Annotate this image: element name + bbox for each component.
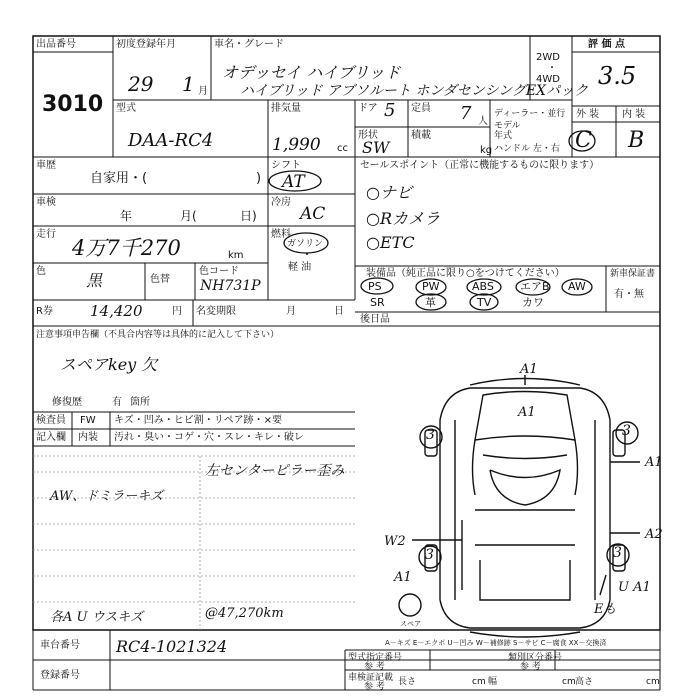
lot-label: 出品番号 [36,39,76,50]
expiry-label: 名変期限 [196,306,236,317]
capacity-label: 定員 [411,103,431,114]
expiry-day: 日 [334,306,344,317]
tire-mark-fr: 3 [622,423,631,439]
dim-length: 長さ [398,677,417,687]
first-reg-month: 1 [182,72,195,96]
equip-kawa: カワ [522,296,544,309]
cc-unit: cc [337,143,348,154]
interior-grade: B [628,128,645,153]
mileage-unit: km [228,250,244,261]
drive-2wd: 2WD [536,52,560,63]
sales-point-3: ○ETC [366,233,415,252]
inspection-label: 車検 [36,197,56,208]
warranty-label: 新車保証書 [610,269,656,279]
inspection-day: 日) [240,209,257,223]
mileage-value: 4万7千270 [72,236,181,260]
model-value: DAA-RC4 [128,130,214,151]
car-grade: ハイブリッド アブソルート ホンダセンシングEXパック [240,83,589,99]
chassis-value: RC4-1021324 [116,637,228,656]
mark-a2-right: A2 [645,527,663,542]
recycle-label: R券 [36,306,53,317]
repair-label: 修復歴 [52,397,82,408]
mark-e-rear: Eも [594,602,617,617]
score-value: 3.5 [598,62,637,90]
legend: A－キズ E－エクボ U－凹み W－補修跡 S－サビ C－腐食 XX－交換済 [385,639,607,647]
aftermarket-label: 後日品 [360,314,390,325]
inspection-month: 月( [180,209,197,223]
drive-dot: ・ [547,63,557,74]
shape-value: SW [362,138,390,157]
doors-value: 5 [384,100,396,121]
fuel-gasoline: ガソリン [287,239,324,249]
fuel-label: 燃料 [271,229,291,240]
history-close: ) [256,171,262,186]
fuel-dot: ・ [302,250,312,261]
doors-label: ドア [358,103,378,114]
kg-unit: kg [480,145,493,156]
expiry-month: 月 [286,306,296,317]
sales-points-label: セールスポイント（正常に機能するものに限ります） [360,160,600,171]
dim-height-unit: cm [646,677,660,687]
history-label: 車歴 [36,160,56,171]
dim-width-unit: cm [562,677,576,687]
remark-mileage: @47,270km [205,606,284,621]
mark-a1-hood: A1 [518,405,536,420]
load-label: 積載 [411,130,431,141]
equipment-label: 装備品（純正品に限り○をつけてください） [366,268,565,279]
mark-a1-top: A1 [520,362,538,377]
tire-mark-fl: 3 [426,427,435,443]
equip-pw: PW [422,280,440,293]
tire-mark-rr: 3 [613,545,622,561]
color-change-label: 色替 [150,274,170,285]
recycle-value: 14,420 [90,302,143,320]
shift-label: シフト [271,160,301,171]
tire-mark-rl: 3 [425,547,434,563]
equip-leather: 革 [425,296,436,309]
chassis-label: 車台番号 [40,640,80,651]
first-reg-year: 29 [128,72,154,96]
capacity-value: 7 [460,103,472,124]
color-label: 色 [36,266,46,277]
spare-label: スペア [400,620,421,628]
inspection-year: 年 [120,209,133,223]
equip-ps: PS [368,280,382,293]
remark-left: AW、ドミラーキズ [50,489,163,504]
interior-label: 内 装 [622,109,646,120]
remark-right: 左センターピラー歪み [205,463,345,479]
remark-bottom: 各A U ウスキズ [50,610,143,625]
checker-label-2: 記入欄 [36,432,66,443]
drive-4wd: 4WD [536,74,560,85]
persons-unit: 人 [478,116,488,127]
notes-label: 注意事項申告欄（不具合内容等は具体的に記入して下さい） [36,330,280,340]
exterior-grade: C [575,128,592,153]
cooling-value: AC [300,204,326,224]
first-reg-label: 初度登録年月 [116,39,176,50]
displacement-label: 排気量 [271,103,301,114]
color-code-value: NH731P [200,278,261,294]
equip-abs: ABS [472,280,494,293]
color-value: 黒 [86,271,103,290]
type-number-label: 型式指定番号 [348,653,403,663]
recycle-yen: 円 [172,306,182,317]
checker-label-1: 検査員 [36,415,66,426]
history-value: 自家用・( [90,171,148,186]
displacement-value: 1,990 [272,135,321,155]
mark-w2-left: W2 [384,534,406,549]
checker-row1: キズ・凹み・ヒビ割・リペア跡・×要 [114,415,282,426]
mark-a1-right: A1 [645,455,663,470]
sales-point-1: ○ナビ [366,183,412,202]
class-number-ref: 参 考 [520,662,541,672]
equip-tv: TV [477,296,492,309]
dims-ref: 参 考 [364,682,385,692]
mark-ua1-right: U A1 [618,580,651,595]
class-number-label: 類別区分番号 [508,653,563,663]
mileage-label: 走行 [36,229,56,240]
car-name: オデッセイ ハイブリッド [222,63,401,82]
score-label: 評 価 点 [588,39,625,50]
model-label: 型式 [116,103,136,114]
dim-length-unit: cm [472,677,486,687]
color-code-label: 色コード [199,266,239,277]
repair-value: 有 [112,397,122,408]
dim-width: 幅 [488,677,498,687]
repair-unit: 箇所 [130,397,150,408]
fuel-diesel: 軽 油 [288,262,312,273]
handle-label: ハンドル 左・右 [494,144,560,154]
dim-height: 高さ [575,677,594,687]
equip-aw: AW [568,280,586,293]
checker-interior: 内装 [78,432,98,443]
checker-fw: FW [80,415,96,426]
equip-airbag: エアB [520,280,550,293]
warranty-value: 有・無 [614,289,644,300]
shift-value: AT [282,172,305,192]
checker-row2: 汚れ・臭い・コゲ・穴・スレ・キレ・破レ [114,432,304,443]
sales-point-2: ○Rカメラ [366,209,441,228]
exterior-label: 外 装 [576,109,600,120]
mark-a1-left: A1 [394,570,412,585]
month-unit: 月 [198,86,208,97]
notes-text: スペアkey 欠 [60,355,158,374]
dims-label: 車検証記載 [348,673,394,683]
type-number-ref: 参 考 [364,662,385,672]
registration-label: 登録番号 [40,670,80,681]
model-year-label2: 年式 [494,131,513,141]
cooling-label: 冷房 [271,197,291,208]
dealer-label: ディーラー・並行 [494,109,566,119]
model-year-label: モデル [494,121,521,131]
lot-number: 3010 [42,92,104,117]
name-grade-label: 車名・グレード [214,39,284,50]
equip-sr: SR [370,296,385,309]
shape-label: 形状 [358,130,378,141]
